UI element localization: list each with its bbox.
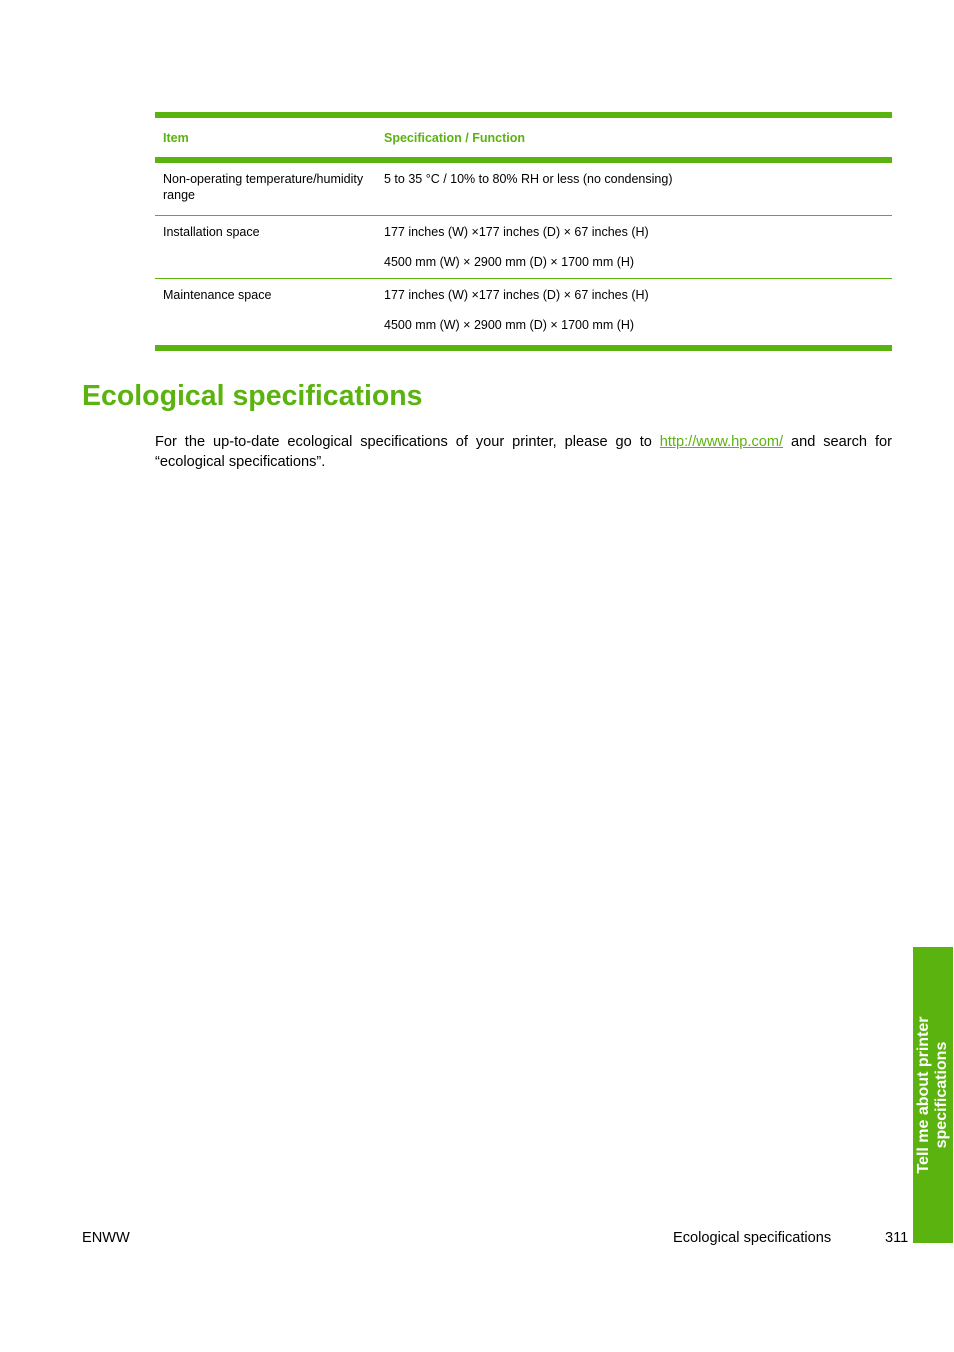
row-spec (376, 163, 892, 215)
table-row (155, 163, 892, 215)
page-number: 311 (885, 1230, 909, 1246)
side-tab-line: Tell me about printer (915, 1016, 932, 1174)
footer-enww: ENWW (82, 1230, 130, 1246)
table-header (155, 118, 892, 157)
spec-table (155, 112, 892, 351)
footer-section-title: Ecological specifications (673, 1230, 832, 1246)
para-text: For the up-to-date ecological specifications of your printer, please go to (155, 434, 660, 450)
row-spec (376, 279, 892, 341)
table-bottom-rule (155, 345, 892, 351)
row-item: Non-operating temperature/humidity range (163, 172, 364, 202)
table-row (155, 215, 892, 278)
section-heading: Ecological specifications (82, 380, 423, 412)
side-tab-label (915, 1016, 951, 1173)
side-tab-line: specifications (933, 1041, 950, 1149)
para-text: and search for “ecological specifications”. (155, 434, 892, 470)
row-item: Installation space (163, 225, 260, 239)
chapter-side-tab[interactable] (913, 947, 953, 1243)
header-spec: Specification / Function (384, 130, 525, 145)
section-paragraph (155, 433, 892, 472)
row-spec (376, 216, 892, 278)
header-item: Item (163, 130, 189, 145)
spec-line: 177 inches (W) ×177 inches (D) × 67 inches (H) (384, 288, 649, 302)
hp-link[interactable]: http://www.hp.com/ (659, 434, 784, 450)
spec-line: 5 to 35 °C / 10% to 80% RH or less (no condensing) (384, 172, 673, 186)
table-row (155, 278, 892, 341)
spec-line: 4500 mm (W) × 2900 mm (D) × 1700 mm (H) (384, 318, 635, 332)
row-item: Maintenance space (163, 288, 272, 302)
spec-line: 177 inches (W) ×177 inches (D) × 67 inches (H) (384, 225, 649, 239)
spec-line: 4500 mm (W) × 2900 mm (D) × 1700 mm (H) (384, 255, 635, 269)
